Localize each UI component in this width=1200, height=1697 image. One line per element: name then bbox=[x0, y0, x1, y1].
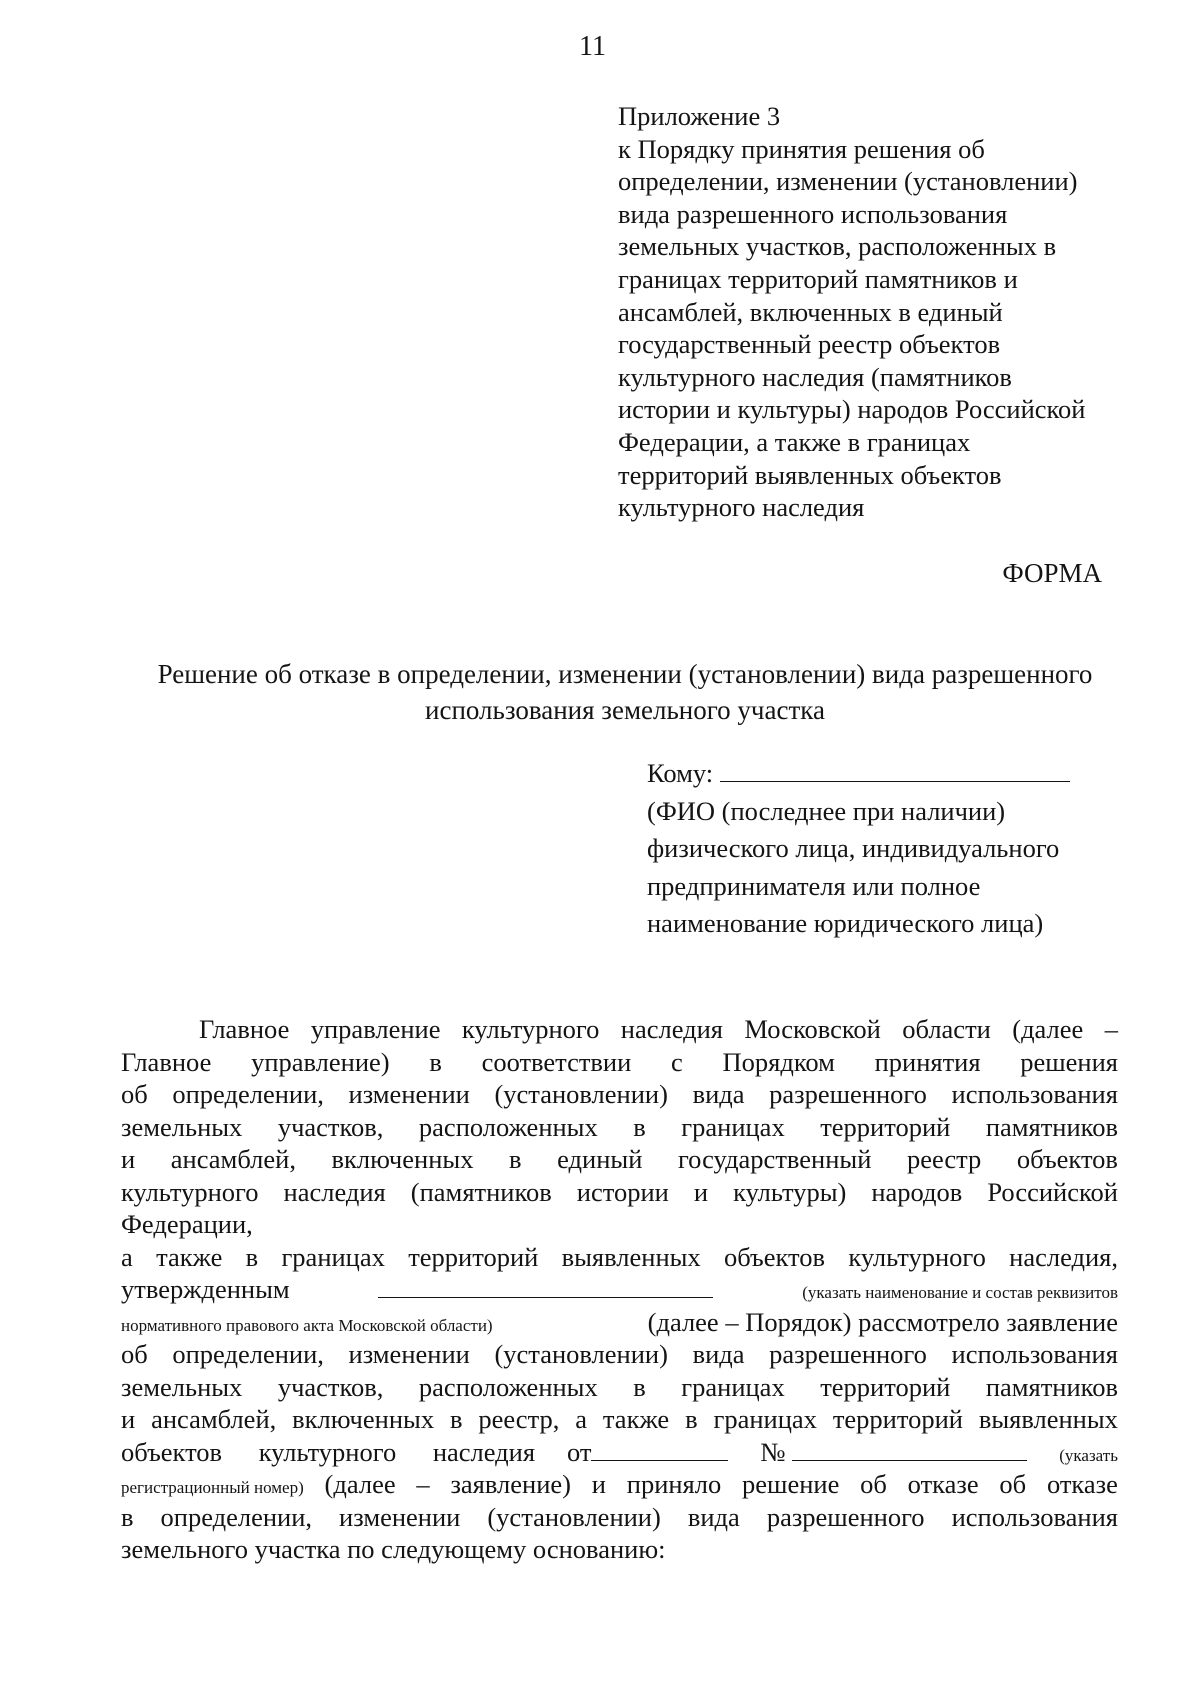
word: (памятников bbox=[410, 1176, 552, 1207]
word: территорий bbox=[820, 1111, 951, 1142]
word: (далее bbox=[1012, 1014, 1084, 1044]
body-line: объектов культурного наследия от № (указать bbox=[121, 1436, 1118, 1469]
word: и bbox=[121, 1404, 136, 1434]
word: выявленных bbox=[561, 1241, 701, 1272]
body-line bbox=[121, 1403, 1118, 1436]
recipient-hint-line: физического лица, индивидуального bbox=[647, 833, 1060, 863]
word: области bbox=[902, 1014, 991, 1044]
appendix-heading bbox=[618, 100, 1188, 524]
word: наследия bbox=[620, 1014, 723, 1044]
word: приняло bbox=[626, 1469, 722, 1499]
word: в bbox=[429, 1046, 442, 1077]
word: и bbox=[693, 1176, 709, 1207]
word: отказе bbox=[1046, 1469, 1118, 1499]
document-title-line-2: использования земельного участка bbox=[425, 695, 825, 725]
word: территорий bbox=[820, 1371, 951, 1402]
word: – bbox=[1104, 1014, 1118, 1044]
appendix-line: ансамблей, включенных в единый bbox=[618, 296, 1003, 327]
body-line bbox=[121, 1501, 1118, 1534]
body-line bbox=[121, 1241, 1118, 1274]
word: определении, bbox=[160, 1501, 313, 1532]
word: об bbox=[860, 1469, 887, 1499]
word: вида bbox=[692, 1079, 745, 1109]
word: объектов bbox=[723, 1241, 826, 1272]
word: границах bbox=[713, 1404, 817, 1434]
body-line bbox=[121, 1111, 1118, 1144]
word: включенных bbox=[292, 1404, 435, 1434]
word: в bbox=[685, 1404, 698, 1434]
date-blank-line bbox=[591, 1438, 728, 1461]
word: в bbox=[121, 1501, 134, 1532]
word: участков, bbox=[277, 1111, 384, 1142]
word: в bbox=[449, 1404, 463, 1434]
word: народов bbox=[871, 1176, 963, 1207]
word: расположенных bbox=[418, 1111, 598, 1142]
appendix-line: вида разрешенного использования bbox=[618, 198, 1008, 229]
word: Московской bbox=[744, 1014, 881, 1044]
word: в bbox=[633, 1371, 646, 1402]
word: наследия bbox=[283, 1176, 386, 1207]
word: истории bbox=[576, 1176, 669, 1207]
word: решение bbox=[742, 1469, 840, 1499]
word: объектов bbox=[1016, 1144, 1118, 1174]
word: культурного bbox=[258, 1436, 397, 1467]
word: а bbox=[121, 1241, 133, 1272]
hint-note: нормативного правового акта Московской области) bbox=[121, 1315, 493, 1335]
word: и bbox=[591, 1469, 606, 1499]
word: об bbox=[121, 1339, 148, 1369]
document-title bbox=[0, 656, 1200, 728]
word: земельных bbox=[121, 1111, 243, 1142]
body-line: утвержденным (указать наименование и состав реквизитов bbox=[121, 1273, 1118, 1306]
word: памятников bbox=[985, 1371, 1118, 1402]
word: отказе bbox=[907, 1469, 979, 1499]
appendix-line: истории и культуры) народов Российской bbox=[618, 394, 1086, 425]
recipient-label: Кому: bbox=[647, 758, 714, 788]
appendix-line: культурного наследия (памятников bbox=[618, 361, 1012, 392]
word: использования bbox=[951, 1501, 1118, 1532]
body-line bbox=[121, 1338, 1118, 1371]
word: культуры) bbox=[733, 1176, 847, 1207]
reg-number-blank-line bbox=[792, 1438, 1027, 1461]
word: (далее bbox=[324, 1469, 396, 1499]
word: культурного bbox=[121, 1176, 259, 1207]
word: также bbox=[156, 1241, 223, 1272]
word: принятия bbox=[874, 1046, 981, 1077]
word: об bbox=[121, 1079, 148, 1109]
word: наследия, bbox=[1009, 1241, 1118, 1272]
appendix-line: территорий выявленных объектов bbox=[618, 459, 1002, 490]
form-label: ФОРМА bbox=[1002, 558, 1102, 588]
appendix-line: Приложение 3 bbox=[618, 101, 781, 131]
word: в bbox=[509, 1144, 522, 1174]
body-line: Федерации, bbox=[121, 1209, 253, 1239]
recipient-blank-line bbox=[720, 759, 1070, 782]
word: земельных bbox=[121, 1371, 243, 1402]
word: реестр, bbox=[478, 1404, 560, 1434]
recipient-hint-line: (ФИО (последнее при наличии) bbox=[647, 795, 1006, 826]
appendix-line: к Порядку принятия решения об bbox=[618, 133, 985, 164]
word: также bbox=[602, 1404, 670, 1434]
hint-note: (указать наименование и состав реквизитов bbox=[802, 1283, 1118, 1302]
word: управление) bbox=[251, 1046, 390, 1077]
word: включенных bbox=[331, 1144, 474, 1174]
word: в bbox=[633, 1111, 646, 1142]
word: объектов bbox=[121, 1436, 223, 1467]
body-line bbox=[121, 1013, 1118, 1046]
word: Российской bbox=[987, 1176, 1118, 1207]
appendix-line: государственный реестр объектов bbox=[618, 329, 1001, 360]
word: реестр bbox=[906, 1144, 982, 1174]
body-line: земельного участка по следующему основанию: bbox=[121, 1534, 666, 1564]
word: об bbox=[999, 1469, 1027, 1499]
word: ансамблей, bbox=[170, 1144, 296, 1174]
word: разрешенного bbox=[769, 1339, 927, 1369]
word: наследия bbox=[432, 1436, 536, 1467]
appendix-line: культурного наследия bbox=[618, 492, 865, 523]
word: границах bbox=[281, 1241, 385, 1272]
word: и bbox=[121, 1144, 136, 1174]
word: территорий bbox=[832, 1404, 963, 1434]
word: с bbox=[671, 1046, 683, 1077]
body-line bbox=[121, 1176, 1118, 1209]
page-number: 11 bbox=[579, 31, 606, 62]
recipient-hint-line: наименование юридического лица) bbox=[647, 908, 1044, 938]
word: а bbox=[575, 1404, 588, 1434]
word: определении, bbox=[172, 1079, 324, 1109]
word: государственный bbox=[677, 1144, 872, 1174]
body-line: нормативного правового акта Московской области) (далее – Порядок) рассмотрело заявление bbox=[121, 1306, 1118, 1339]
word: Главное bbox=[121, 1046, 212, 1077]
word: определении, bbox=[172, 1339, 324, 1369]
body-line bbox=[121, 1468, 1118, 1501]
word: управление bbox=[310, 1014, 441, 1044]
body-line bbox=[121, 1143, 1118, 1176]
word: вида bbox=[687, 1501, 740, 1532]
word: границах bbox=[681, 1111, 785, 1142]
word: соответствии bbox=[481, 1046, 632, 1077]
word: культурного bbox=[848, 1241, 986, 1272]
word: культурного bbox=[461, 1014, 600, 1044]
word: использования bbox=[951, 1339, 1118, 1369]
hint-note: (указать bbox=[1059, 1445, 1118, 1465]
word: (установлении) bbox=[487, 1501, 661, 1532]
appendix-line: границах территорий памятников и bbox=[618, 263, 1018, 294]
word: вида bbox=[692, 1339, 745, 1369]
document-title-line-1: Решение об отказе в определении, изменении (установлении) вида разрешенного bbox=[157, 659, 1093, 689]
word: заявление) bbox=[450, 1469, 571, 1499]
word: изменении bbox=[339, 1501, 461, 1532]
recipient-hint-line: предпринимателя или полное bbox=[647, 870, 981, 901]
word: памятников bbox=[985, 1111, 1118, 1142]
appendix-line: земельных участков, расположенных в bbox=[618, 231, 1057, 262]
appendix-line: определении, изменении (установлении) bbox=[618, 166, 1078, 197]
word: выявленных bbox=[978, 1404, 1118, 1434]
body-line bbox=[121, 1046, 1118, 1079]
body-line bbox=[121, 1078, 1118, 1111]
word: границах bbox=[681, 1371, 785, 1402]
word: единый bbox=[557, 1144, 643, 1174]
word: ансамблей, bbox=[151, 1404, 277, 1434]
word: разрешенного bbox=[769, 1079, 927, 1109]
word: (установлении) bbox=[494, 1339, 668, 1369]
word: изменении bbox=[348, 1339, 470, 1369]
word: (установлении) bbox=[494, 1079, 668, 1109]
regulation-blank-line bbox=[378, 1275, 713, 1298]
word: решения bbox=[1020, 1046, 1118, 1077]
word: разрешенного bbox=[766, 1501, 925, 1532]
word: использования bbox=[951, 1079, 1118, 1109]
word: Главное bbox=[199, 1014, 290, 1044]
body-paragraph bbox=[121, 1013, 1118, 1566]
word: в bbox=[245, 1241, 259, 1272]
recipient-block bbox=[647, 755, 1147, 943]
word: расположенных bbox=[418, 1371, 598, 1402]
word: участков, bbox=[277, 1371, 384, 1402]
word: территорий bbox=[408, 1241, 539, 1272]
word: Порядком bbox=[722, 1046, 835, 1077]
word: изменении bbox=[348, 1079, 470, 1109]
hint-note: регистрационный номер) bbox=[121, 1478, 304, 1497]
body-line bbox=[121, 1371, 1118, 1404]
word: – bbox=[416, 1469, 430, 1499]
appendix-line: Федерации, а также в границах bbox=[618, 426, 971, 457]
